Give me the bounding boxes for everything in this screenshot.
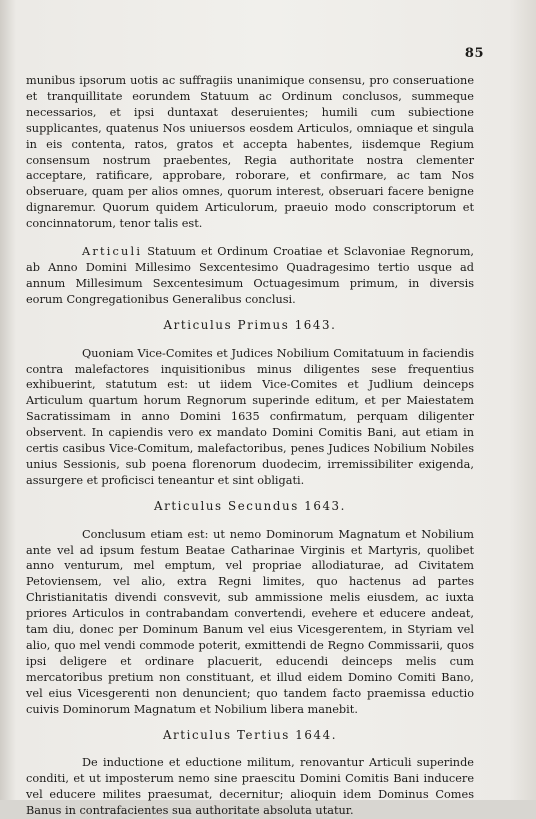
article-1-text: Quoniam Vice-Comites et Judices Nobilium Comitatuum in faciendis contra malefactores inquisitionibus minus diligentes sese frequentius exhibuerint, statutum est: ut iidem Vice-Comites et Judlium deinceps Articulum quartum horum Regnorum superinde editum, et per Maiestatem Sacratissimam in anno Domini 1635 confirmatum, perquam diligenter observent. In capiendis vero ex mandato Domini Comitis Bani, aut etiam in certis casibus Vice-Comitum, malefactoribus, penes Judices Nobilium Nobiles unius Sessionis, sub poena florenorum duodecim, irremissibiliter exigenda, assurgere et proficisci teneantur et sint obligati. <box>26 346 474 487</box>
intro-paragraph-text: Statuum et Ordinum Croatiae et Sclavoniae Regnorum, ab Anno Domini Millesimo Sexcentesimo Quadragesimo tertio usque ad annum Millesimum Sexcentesimum Octuagesimum primum, in diversis eorum Congregationibus Generalibus conclusi. <box>26 245 475 306</box>
intro-paragraph <box>26 244 474 308</box>
opening-paragraph: munibus ipsorum uotis ac suffragiis unanimique consensu, pro conseruatione et tranquillitate eorundem Statuum ac Ordinum conclusos, summeque necessarios, et ipsi duntaxat deseruientes; humili cum subiectione supplicantes, quatenus Nos uniuersos eosdem Articulos, omniaque et singula in eis contenta, ratos, gratos et accepta habentes, iisdemque Regium consensum nostrum praebentes, Regia authoritate nostra clementer acceptare, ratificare, approbare, roborare, et confirmare, ac tam Nos obseruare, quam per alios omnes, quorum interest, obseruari facere benigne dignaremur. Quorum quidem Articulorum, praeuio modo conscriptorum et concinnatorum, tenor talis est. <box>26 74 474 231</box>
page-number: 85 <box>464 46 484 61</box>
article-1-heading: Articulus Primus 1643. <box>163 317 337 332</box>
article-2-text: Conclusum etiam est: ut nemo Dominorum Magnatum et Nobilium ante vel ad ipsum festum Beatae Catharinae Virginis et Martyris, quolibet anno venturum, mel emptum, vel propriae allodiaturae, ad Civitatem Petoviensem, vel alio, extra Regni limites, quo hactenus ad partes Christianitatis divendi consvevit, sub ammissione melis eiusdem, ac iuxta priores Articulos in contrabandam convertendi, evehere et educere andeat, tam diu, donec per Dominum Banum vel eius Vicesgerentem, in Styriam vel alio, quo mel vendi commode poterit, exmittendi de Regno Commissarii, quos ipsi deligere et ordinare placuerit, educendi deinceps melis cum mercatoribus pretium non constituant, et illud eidem Domino Comiti Bano, vel eius Vicesgerenti non denuncient; quo tandem facto praemissa eductio cuivis Dominorum Magnatum et Nobilium libera manebit. <box>26 527 474 716</box>
article-2-heading: Articulus Secundus 1643. <box>153 498 347 513</box>
page-content <box>26 73 474 819</box>
article-3-text: De inductione et eductione militum, renovantur Articuli superinde conditi, et ut imposterum nemo sine praescitu Domini Comitis Bani inducere vel educere milites praesumat, decernitur; alioquin idem Dominus Comes Banus in contrafacientes sua authoritate absoluta utatur. <box>26 756 474 818</box>
article-3-heading: Articulus Tertius 1644. <box>162 727 338 742</box>
intro-spaced-word: Articuli <box>82 245 143 259</box>
